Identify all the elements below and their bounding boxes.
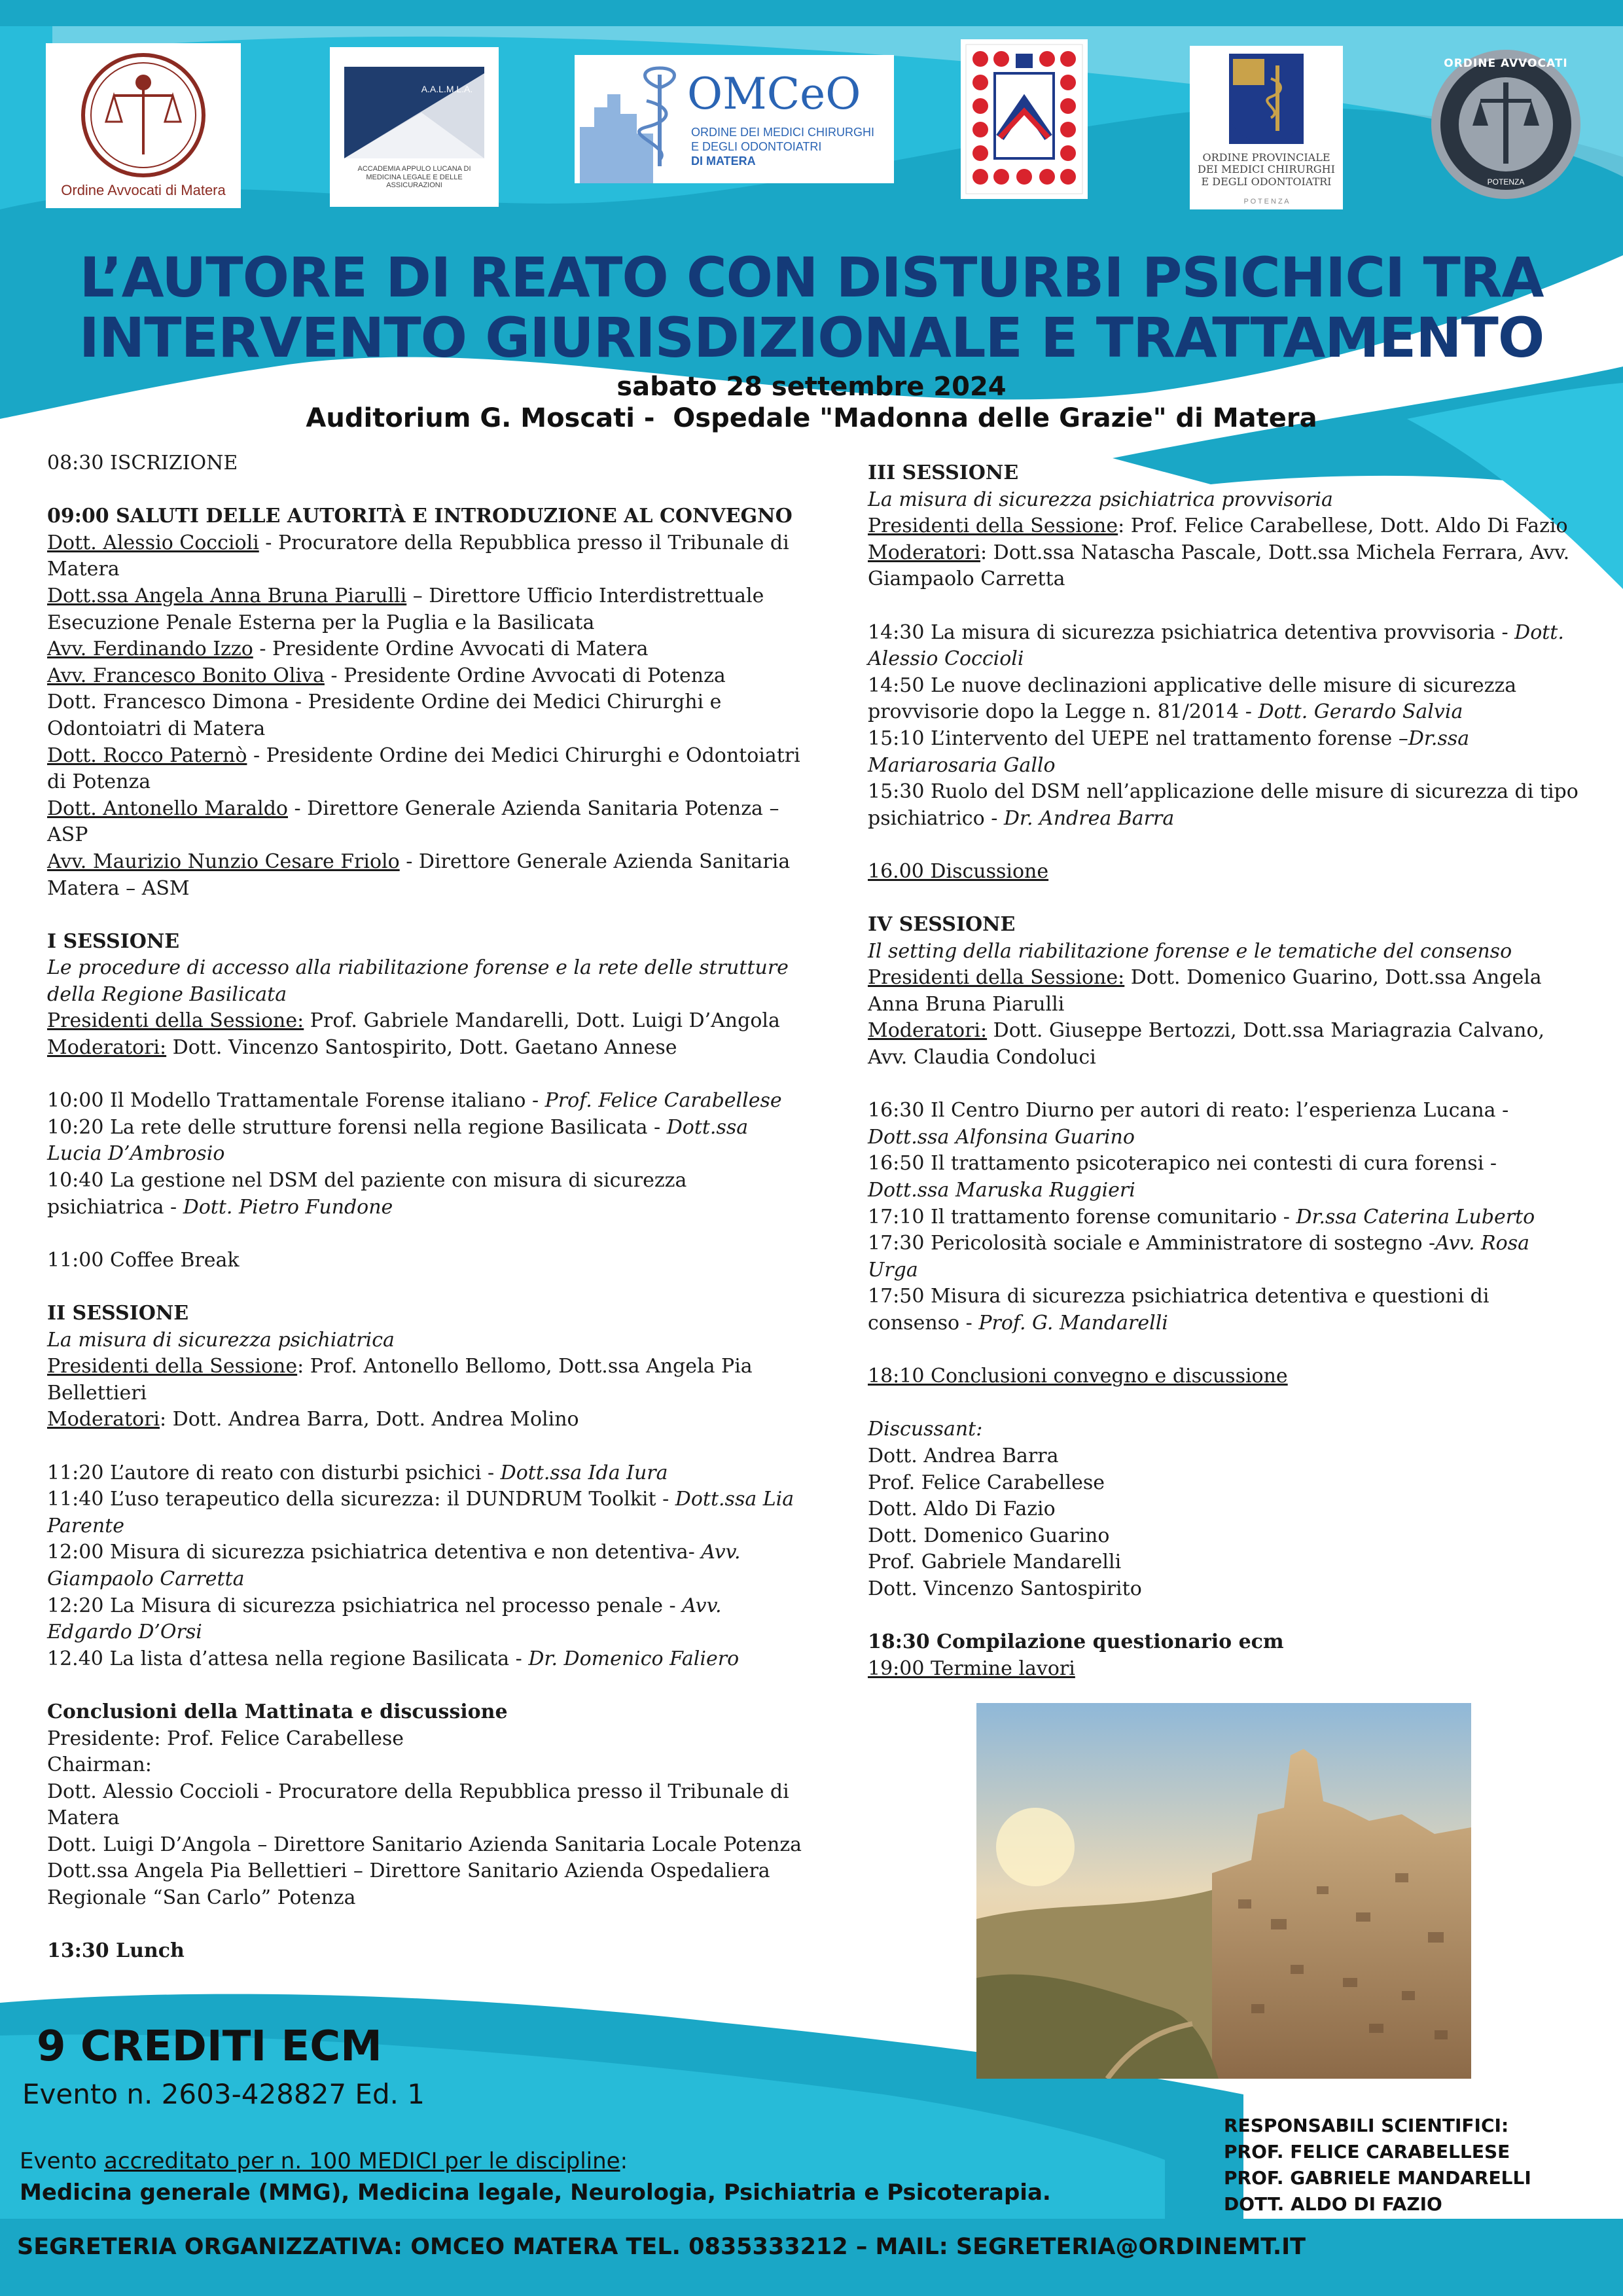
session-2-moderators bbox=[47, 1407, 806, 1433]
talk bbox=[868, 1204, 1581, 1231]
accreditation-target: accreditato per n. 100 MEDICI per le discipline bbox=[104, 2148, 620, 2174]
discussant-item: Dott. Andrea Barra bbox=[868, 1444, 1059, 1467]
session-3-title: III SESSIONE bbox=[868, 461, 1019, 484]
logo-ordine-avvocati-matera bbox=[46, 43, 241, 208]
talk bbox=[47, 1088, 806, 1115]
speaker-role: Dott. Francesco Dimona - Presidente Ordine dei Medici Chirurghi e Odontoiatri di Matera bbox=[47, 691, 722, 740]
talk-title: 17:50 Misura di sicurezza psichiatrica detentiva e questioni di consenso - bbox=[868, 1285, 1489, 1335]
speaker-name: Avv. Francesco Bonito Oliva bbox=[47, 664, 325, 687]
event-number: Evento n. 2603-428827 Ed. 1 bbox=[22, 2078, 425, 2110]
moderators-label: Moderatori bbox=[47, 1408, 160, 1431]
talk bbox=[868, 779, 1581, 832]
session-4-subtitle: Il setting della riabilitazione forense e le tematiche del consenso bbox=[868, 939, 1512, 963]
speaker-role: - Presidente Ordine Avvocati di Potenza bbox=[324, 664, 726, 687]
talk-speaker: Dr.ssa Caterina Luberto bbox=[1296, 1205, 1535, 1229]
talk bbox=[868, 1283, 1581, 1336]
talk bbox=[47, 1460, 806, 1487]
saluti-item bbox=[47, 663, 806, 690]
moderators-label: Moderatori: bbox=[47, 1036, 167, 1060]
lunch: 13:30 Lunch bbox=[47, 1939, 185, 1963]
session-4-title: IV SESSIONE bbox=[868, 913, 1016, 937]
talk bbox=[47, 1486, 806, 1539]
talk-title: 14:30 La misura di sicurezza psichiatrica detentiva provvisoria - bbox=[868, 620, 1515, 644]
presidents-names: : Prof. Felice Carabellese, Dott. Aldo Di Fazio bbox=[1118, 514, 1568, 538]
event-title bbox=[0, 247, 1623, 368]
session-3-moderators bbox=[868, 540, 1581, 593]
scientific-managers-title: RESPONSABILI SCIENTIFICI: bbox=[1224, 2115, 1509, 2136]
session-3-subtitle: La misura di sicurezza psichiatrica provvisoria bbox=[868, 488, 1333, 511]
scientific-manager: DOTT. ALDO DI FAZIO bbox=[1224, 2193, 1442, 2215]
talk bbox=[868, 726, 1581, 779]
talk-title: 10:40 La gestione nel DSM del paziente con misura di sicurezza psichiatrica - bbox=[47, 1169, 687, 1219]
session-1-subtitle: Le procedure di accesso alla riabilitazione forense e la rete delle strutture della Regione Basilicata bbox=[47, 956, 789, 1006]
talk-title: 17:10 Il trattamento forense comunitario - bbox=[868, 1205, 1296, 1229]
presidents-label: Presidenti della Sessione: bbox=[47, 1009, 304, 1033]
talk bbox=[868, 620, 1581, 673]
logo-caption: ORDINE PROVINCIALE DEI MEDICI CHIRURGHI E DEGLI ODONTOIATRI bbox=[1198, 151, 1335, 188]
speaker-role: - Procuratore della Repubblica presso il Tribunale di Matera bbox=[47, 531, 789, 581]
event-date: sabato 28 settembre 2024 bbox=[616, 372, 1007, 402]
logo-caption: Ordine Avvocati di Matera bbox=[61, 182, 226, 198]
session-1-presidents bbox=[47, 1008, 806, 1035]
presidents-label: Presidenti della Sessione bbox=[868, 514, 1118, 538]
logo-caption: ACCADEMIA APPULO LUCANA DI MEDICINA LEGALE E DELLE ASSICURAZIONI bbox=[357, 165, 471, 190]
scientific-managers bbox=[1224, 2113, 1531, 2217]
session-4-presidents bbox=[868, 965, 1581, 1018]
logo-caption-sub: P O T E N Z A bbox=[1243, 198, 1289, 206]
talk-speaker: Avv. Giampaolo Carretta bbox=[47, 1541, 741, 1590]
logo-caption-line2: E DEGLI ODONTOIATRI bbox=[691, 140, 822, 153]
logo-name: ORDINE AVVOCATI bbox=[1444, 57, 1568, 70]
saluti-item bbox=[47, 849, 806, 902]
talk-title: 16:30 Il Centro Diurno per autori di reato: l’esperienza Lucana - bbox=[868, 1099, 1509, 1122]
chairman-item: Dott.ssa Angela Pia Bellettieri – Direttore Sanitario Azienda Ospedaliera Regionale “San Carlo” Potenza bbox=[47, 1859, 770, 1910]
talk-title: 15:30 Ruolo del DSM nell’applicazione delle misure di sicurezza di tipo psichiatrico - bbox=[868, 780, 1578, 830]
talk-title: 17:30 Pericolosità sociale e Amministratore di sostegno - bbox=[868, 1232, 1436, 1255]
talk bbox=[868, 1230, 1581, 1283]
talk-title: 11:40 L’uso terapeutico della sicurezza: il DUNDRUM Toolkit - bbox=[47, 1488, 675, 1511]
morning-conclusions-chairman: Chairman: bbox=[47, 1753, 152, 1777]
program-left-column bbox=[47, 450, 806, 1965]
discussant-label: Discussant: bbox=[868, 1418, 983, 1441]
talk-speaker: Dr. Andrea Barra bbox=[1003, 806, 1175, 830]
end-of-works: 19:00 Termine lavori bbox=[868, 1657, 1075, 1680]
saluti-item bbox=[47, 796, 806, 849]
moderators-label: Moderatori: bbox=[868, 1019, 988, 1043]
moderators-names: Dott. Giuseppe Bertozzi, Dott.ssa Mariagrazia Calvano, Avv. Claudia Condoluci bbox=[868, 1019, 1545, 1069]
talk-speaker: Dott.ssa Maruska Ruggieri bbox=[868, 1179, 1135, 1202]
talk-speaker: Dott.ssa Alfonsina Guarino bbox=[868, 1125, 1135, 1149]
talk bbox=[47, 1539, 806, 1592]
talk-title: 12:20 La Misura di sicurezza psichiatrica nel processo penale - bbox=[47, 1594, 683, 1617]
session-4-moderators bbox=[868, 1018, 1581, 1071]
talk bbox=[47, 1115, 806, 1168]
session-3-presidents bbox=[868, 513, 1581, 540]
speaker-role: - Presidente Ordine Avvocati di Matera bbox=[253, 637, 649, 661]
talk-title: 15:10 L’intervento del UEPE nel trattamento forense – bbox=[868, 726, 1408, 750]
speaker-name: Avv. Maurizio Nunzio Cesare Friolo bbox=[47, 850, 400, 873]
title-line-1: L’AUTORE DI REATO CON DISTURBI PSICHICI TRA bbox=[79, 245, 1544, 310]
discussant-item: Dott. Vincenzo Santospirito bbox=[868, 1577, 1142, 1600]
morning-conclusions-title: Conclusioni della Mattinata e discussione bbox=[47, 1700, 508, 1723]
logo-ordine-medici-potenza bbox=[1190, 46, 1343, 209]
saluti-title: 09:00 SALUTI DELLE AUTORITÀ E INTRODUZIONE AL CONVEGNO bbox=[47, 505, 793, 528]
discussant-item: Dott. Aldo Di Fazio bbox=[868, 1498, 1056, 1521]
talk bbox=[47, 1168, 806, 1221]
presidents-label: Presidenti della Sessione: bbox=[868, 966, 1125, 990]
logo-caption-line3: DI MATERA bbox=[691, 154, 756, 168]
ecm-questionnaire: 18:30 Compilazione questionario ecm bbox=[868, 1630, 1284, 1654]
speaker-name: Dott. Alessio Coccioli bbox=[47, 531, 259, 554]
logo-aalmla bbox=[330, 47, 499, 207]
talk-speaker: Dott.ssa Lia Parente bbox=[47, 1488, 794, 1537]
talk-speaker: Dr. Domenico Faliero bbox=[528, 1647, 740, 1670]
accreditation-line bbox=[20, 2148, 628, 2174]
matera-photo bbox=[976, 1703, 1471, 2079]
saluti-item bbox=[47, 583, 806, 636]
speaker-name: Dott. Antonello Maraldo bbox=[47, 797, 288, 820]
ecm-credits: 9 CREDITI ECM bbox=[37, 2022, 382, 2071]
talk-title: 14:50 Le nuove declinazioni applicative delle misure di sicurezza provvisorie dopo la Legge n. 81/2014 - bbox=[868, 673, 1517, 724]
logo-omceo-matera bbox=[575, 55, 894, 183]
logo-stemma bbox=[961, 39, 1088, 199]
talk-title: 16:50 Il trattamento psicoterapico nei contesti di cura forensi - bbox=[868, 1152, 1497, 1175]
talk-title: 10:20 La rete delle strutture forensi nella regione Basilicata - bbox=[47, 1115, 667, 1139]
logo-sub: POTENZA bbox=[1487, 177, 1525, 187]
iscrizione: 08:30 ISCRIZIONE bbox=[47, 452, 238, 475]
speaker-name: Dott.ssa Angela Anna Bruna Piarulli bbox=[47, 584, 407, 607]
speaker-role: - Direttore Generale Azienda Sanitaria Potenza – ASP bbox=[47, 797, 779, 847]
talk bbox=[47, 1646, 806, 1673]
presidents-names: : Prof. Antonello Bellomo, Dott.ssa Angela Pia Bellettieri bbox=[47, 1355, 753, 1405]
speaker-name: Dott. Rocco Paternò bbox=[47, 744, 247, 767]
talk-speaker: Dott. Alessio Coccioli bbox=[868, 620, 1564, 671]
talk bbox=[868, 673, 1581, 726]
presidents-names: Dott. Domenico Guarino, Dott.ssa Angela Anna Bruna Piarulli bbox=[868, 966, 1542, 1016]
talk-title: 12.40 La lista d’attesa nella regione Basilicata - bbox=[47, 1647, 529, 1670]
accreditation-suffix: : bbox=[620, 2148, 628, 2174]
speaker-name: Avv. Ferdinando Izzo bbox=[47, 637, 253, 661]
session-2-title: II SESSIONE bbox=[47, 1302, 189, 1325]
coffee-break: 11:00 Coffee Break bbox=[47, 1248, 240, 1272]
talk-speaker: Prof. G. Mandarelli bbox=[978, 1312, 1168, 1335]
speaker-role: - Presidente Ordine dei Medici Chirurghi e Odontoiatri di Potenza bbox=[47, 744, 800, 794]
session-2-presidents bbox=[47, 1354, 806, 1407]
talk-speaker: Prof. Felice Carabellese bbox=[544, 1089, 782, 1113]
talk-speaker: Dr.ssa Mariarosaria Gallo bbox=[868, 726, 1470, 777]
logo-ordine-avvocati-potenza bbox=[1427, 48, 1585, 200]
talk-title: 10:00 Il Modello Trattamentale Forense italiano - bbox=[47, 1089, 545, 1113]
session-1-title: I SESSIONE bbox=[47, 929, 180, 953]
talk-speaker: Avv. Edgardo D’Orsi bbox=[47, 1594, 722, 1644]
session-1-moderators bbox=[47, 1035, 806, 1062]
talk-speaker: Avv. Rosa Urga bbox=[868, 1232, 1529, 1282]
moderators-names: : Dott. Andrea Barra, Dott. Andrea Molino bbox=[160, 1408, 579, 1431]
final-conclusions: 18:10 Conclusioni convegno e discussione bbox=[868, 1365, 1288, 1388]
saluti-item bbox=[47, 689, 806, 742]
talk-speaker: Dott. Pietro Fundone bbox=[183, 1195, 393, 1219]
logo-omceo-name: OMCeO bbox=[687, 69, 861, 119]
scientific-manager: PROF. FELICE CARABELLESE bbox=[1224, 2141, 1510, 2162]
saluti-item bbox=[47, 743, 806, 796]
talk-title: 12:00 Misura di sicurezza psichiatrica detentiva e non detentiva- bbox=[47, 1541, 702, 1564]
talk bbox=[868, 1151, 1581, 1204]
chairman-item: Dott. Alessio Coccioli - Procuratore della Repubblica presso il Tribunale di Matera bbox=[47, 1780, 789, 1830]
organizing-secretariat: SEGRETERIA ORGANIZZATIVA: OMCEO MATERA TEL. 0835333212 – MAIL: SEGRETERIA@ORDINEMT.IT bbox=[17, 2234, 1306, 2260]
talk bbox=[47, 1593, 806, 1646]
disciplines: Medicina generale (MMG), Medicina legale, Neurologia, Psichiatria e Psicoterapia. bbox=[20, 2179, 1051, 2206]
moderators-names: : Dott.ssa Natascha Pascale, Dott.ssa Michela Ferrara, Avv. Giampaolo Carretta bbox=[868, 541, 1570, 591]
talk-speaker: Dott.ssa Ida Iura bbox=[500, 1461, 668, 1484]
talk bbox=[868, 1098, 1581, 1151]
speaker-role: – Direttore Ufficio Interdistrettuale Esecuzione Penale Esterna per la Puglia e la Basilicata bbox=[47, 584, 764, 634]
discussant-item: Prof. Felice Carabellese bbox=[868, 1471, 1105, 1494]
logo-caption-line1: ORDINE DEI MEDICI CHIRURGHI bbox=[691, 126, 875, 139]
speaker-role: - Direttore Generale Azienda Sanitaria Matera – ASM bbox=[47, 850, 791, 900]
logo-caption-title: A.A.L.M.L.A. bbox=[421, 84, 473, 94]
saluti-item bbox=[47, 636, 806, 663]
program-right-column bbox=[868, 460, 1581, 1682]
moderators-names: Dott. Vincenzo Santospirito, Dott. Gaetano Annese bbox=[166, 1036, 677, 1060]
discussant-item: Dott. Domenico Guarino bbox=[868, 1524, 1110, 1547]
afternoon-discussion: 16.00 Discussione bbox=[868, 859, 1049, 883]
event-venue: Auditorium G. Moscati - Ospedale "Madonna delle Grazie" di Matera bbox=[306, 403, 1317, 433]
talk-speaker: Dott.ssa Lucia D’Ambrosio bbox=[47, 1115, 749, 1166]
talk-speaker: Dott. Gerardo Salvia bbox=[1258, 700, 1463, 724]
talk-title: 11:20 L’autore di reato con disturbi psichici - bbox=[47, 1461, 501, 1484]
moderators-label: Moderatori bbox=[868, 541, 981, 564]
title-line-2: INTERVENTO GIURISDIZIONALE E TRATTAMENTO bbox=[79, 306, 1544, 370]
presidents-label: Presidenti della Sessione bbox=[47, 1355, 298, 1378]
saluti-item bbox=[47, 530, 806, 583]
scientific-manager: PROF. GABRIELE MANDARELLI bbox=[1224, 2167, 1531, 2189]
chairman-item: Dott. Luigi D’Angola – Direttore Sanitario Azienda Sanitaria Locale Potenza bbox=[47, 1833, 802, 1856]
discussant-item: Prof. Gabriele Mandarelli bbox=[868, 1551, 1122, 1574]
presidents-names: Prof. Gabriele Mandarelli, Dott. Luigi D’Angola bbox=[304, 1009, 780, 1033]
accreditation-prefix: Evento bbox=[20, 2148, 105, 2174]
session-2-subtitle: La misura di sicurezza psichiatrica bbox=[47, 1328, 395, 1352]
morning-conclusions-president: Presidente: Prof. Felice Carabellese bbox=[47, 1727, 404, 1750]
